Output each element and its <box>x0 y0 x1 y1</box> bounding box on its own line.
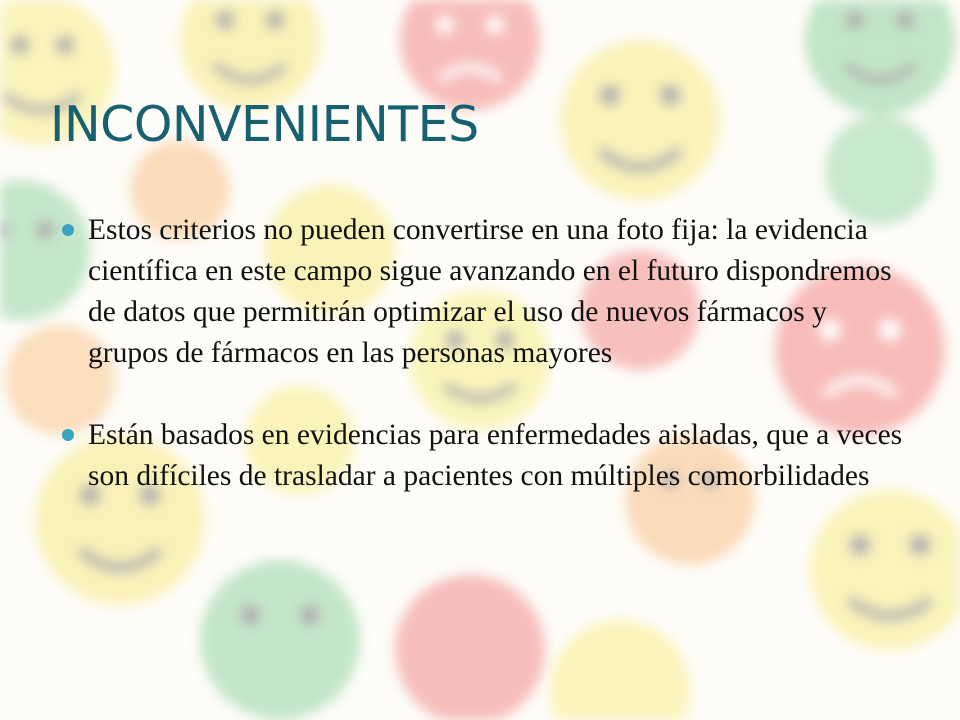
bullet-text: Estos criterios no pueden convertirse en una foto fija: la evidencia científica en este campo sigue avanzando en el futuro dispondremos de datos que permitirán optimizar el uso de nuevos fármacos y grupos de fármacos en las personas mayores <box>88 214 892 369</box>
bullet-dot-icon <box>62 429 74 441</box>
slide-title: INCONVENIENTES <box>50 96 479 153</box>
bullet-list <box>62 210 912 497</box>
bullet-dot-icon <box>62 224 74 236</box>
bullet-item <box>62 415 912 497</box>
bullet-item <box>62 210 912 374</box>
bullet-text: Están basados en evidencias para enfermedades aisladas, que a veces son difíciles de trasladar a pacientes con múltiples comorbilidades <box>88 419 903 492</box>
